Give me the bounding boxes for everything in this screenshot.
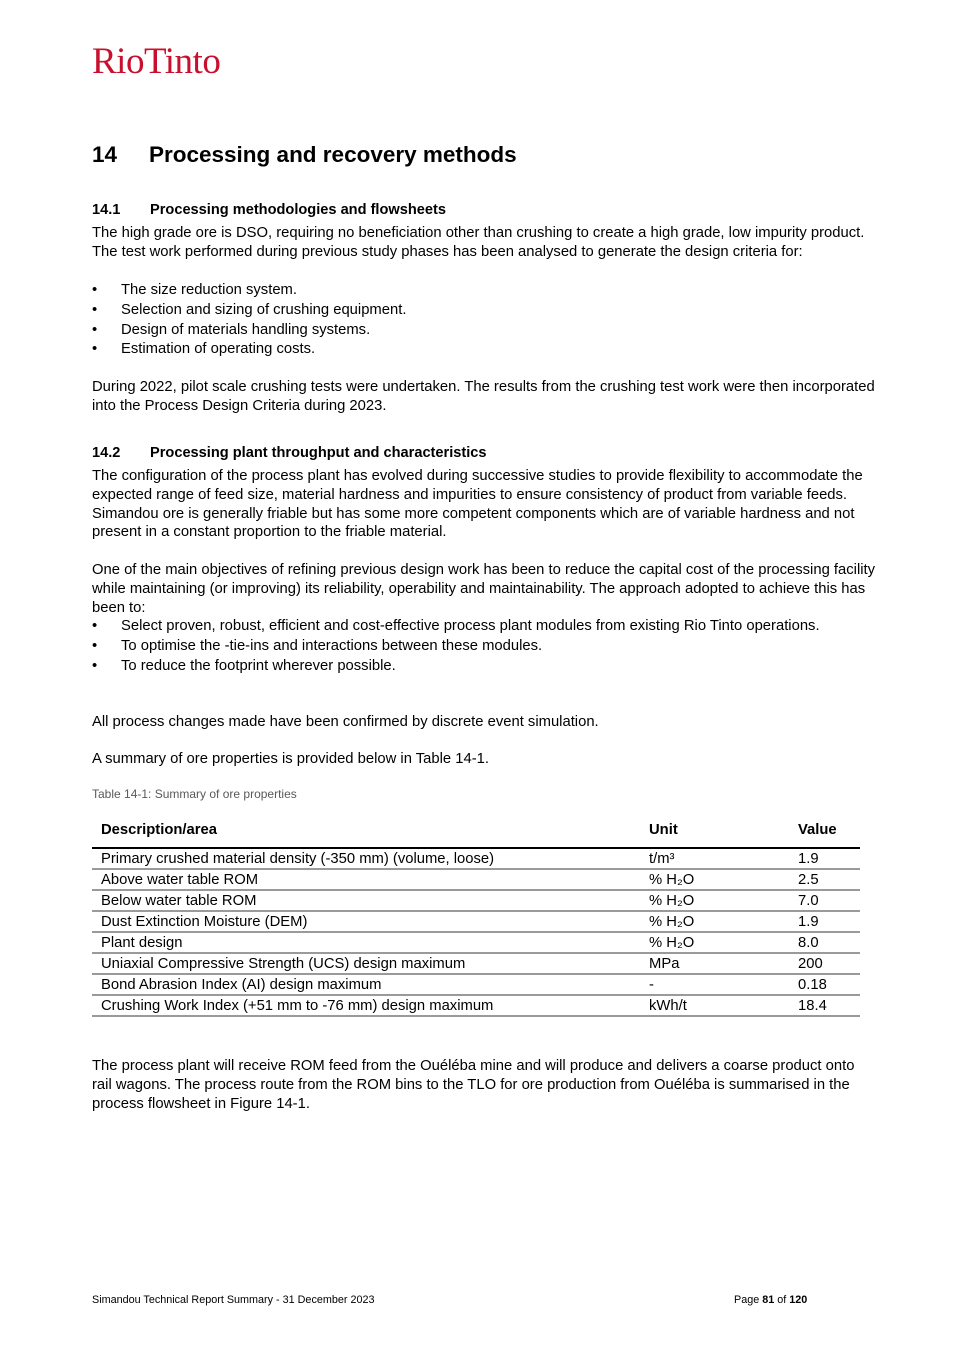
cell-value: 8.0: [789, 932, 860, 953]
cell-description: Dust Extinction Moisture (DEM): [92, 911, 640, 932]
subsection-heading-14-1: [92, 201, 446, 220]
table-row: [92, 953, 860, 974]
section-heading: [92, 141, 517, 169]
table-row: [92, 869, 860, 890]
paragraph: The configuration of the process plant has evolved during successive studies to provide flexibility to accommodate the expected range of feed size, material hardness and impurities to ensure consistency of product from variable feeds. Simandou ore is generally friable but has some more competent components which are of variable hardness and not present in a constant proportion to the friable material.: [92, 468, 863, 541]
footer-page-number: Page 81 of 120: [734, 1294, 808, 1306]
list-item: • Selection and sizing of crushing equipment.: [92, 301, 407, 318]
subsection-title: Processing plant throughput and characteristics: [150, 445, 487, 461]
cell-unit: -: [640, 974, 789, 995]
cell-unit: % H₂O: [640, 932, 789, 953]
cell-unit: MPa: [640, 953, 789, 974]
bullet-list: [92, 617, 882, 676]
section-number: 14: [92, 142, 118, 167]
column-header: Description/area: [92, 812, 640, 848]
list-item: • To optimise the -tie-ins and interactions between these modules.: [92, 638, 543, 655]
paragraph: All process changes made have been confirmed by discrete event simulation.: [92, 714, 599, 730]
subsection-number: 14.2: [92, 445, 121, 461]
cell-value: 18.4: [789, 995, 860, 1016]
paragraph: During 2022, pilot scale crushing tests were undertaken. The results from the crushing test work were then incorporated into the Process Design Criteria during 2023.: [92, 379, 875, 414]
table-row: [92, 911, 860, 932]
table-row: [92, 932, 860, 953]
cell-unit: t/m³: [640, 848, 789, 869]
cell-value: 0.18: [789, 974, 860, 995]
cell-value: 7.0: [789, 890, 860, 911]
paragraph: One of the main objectives of refining previous design work has been to reduce the capital cost of the processing facility while maintaining (or improving) its reliability, operability and maintainability. The approach adopted to achieve this has been to:: [92, 562, 876, 616]
table-row: [92, 890, 860, 911]
cell-description: Plant design: [92, 932, 640, 953]
table-row: [92, 995, 860, 1016]
column-header: Unit: [640, 812, 789, 848]
cell-description: Above water table ROM: [92, 869, 640, 890]
table-row: [92, 974, 860, 995]
table-caption: Table 14-1: Summary of ore properties: [92, 787, 297, 801]
list-item: • To reduce the footprint wherever possible.: [92, 658, 396, 675]
bullet-list: [92, 281, 882, 360]
table-row: [92, 848, 860, 869]
cell-description: Uniaxial Compressive Strength (UCS) design maximum: [92, 953, 640, 974]
rio-tinto-logo: RioTinto: [92, 41, 221, 82]
cell-unit: % H₂O: [640, 890, 789, 911]
table-header-row: [92, 812, 860, 848]
subsection-title: Processing methodologies and flowsheets: [150, 202, 446, 218]
cell-description: Below water table ROM: [92, 890, 640, 911]
list-item: • Estimation of operating costs.: [92, 341, 316, 358]
cell-value: 1.9: [789, 911, 860, 932]
paragraph: The process plant will receive ROM feed from the Ouéléba mine and will produce and delivers a coarse product onto rail wagons. The process route from the ROM bins to the TLO for ore production from Ouéléba is summarised in the process flowsheet in Figure 14-1.: [92, 1058, 855, 1112]
cell-value: 2.5: [789, 869, 860, 890]
list-item: • The size reduction system.: [92, 282, 297, 298]
column-header: Value: [789, 812, 860, 848]
paragraph: A summary of ore properties is provided below in Table 14-1.: [92, 751, 489, 767]
cell-description: Primary crushed material density (-350 mm) (volume, loose): [92, 848, 640, 869]
paragraph: The high grade ore is DSO, requiring no beneficiation other than crushing to create a high grade, low impurity product. The test work performed during previous study phases has been analysed to generate the design criteria for:: [92, 225, 865, 260]
subsection-heading-14-2: [92, 444, 487, 463]
cell-value: 200: [789, 953, 860, 974]
list-item: • Design of materials handling systems.: [92, 321, 371, 338]
list-item: • Select proven, robust, efficient and cost-effective process plant modules from existing Rio Tinto operations.: [92, 618, 820, 634]
cell-value: 1.9: [789, 848, 860, 869]
section-title: Processing and recovery methods: [149, 142, 517, 167]
cell-unit: kWh/t: [640, 995, 789, 1016]
cell-description: Crushing Work Index (+51 mm to -76 mm) design maximum: [92, 995, 640, 1016]
cell-unit: % H₂O: [640, 869, 789, 890]
subsection-number: 14.1: [92, 202, 121, 218]
cell-description: Bond Abrasion Index (AI) design maximum: [92, 974, 640, 995]
ore-properties-table: [92, 812, 860, 1017]
footer-document-title: Simandou Technical Report Summary - 31 December 2023: [92, 1294, 375, 1306]
cell-unit: % H₂O: [640, 911, 789, 932]
